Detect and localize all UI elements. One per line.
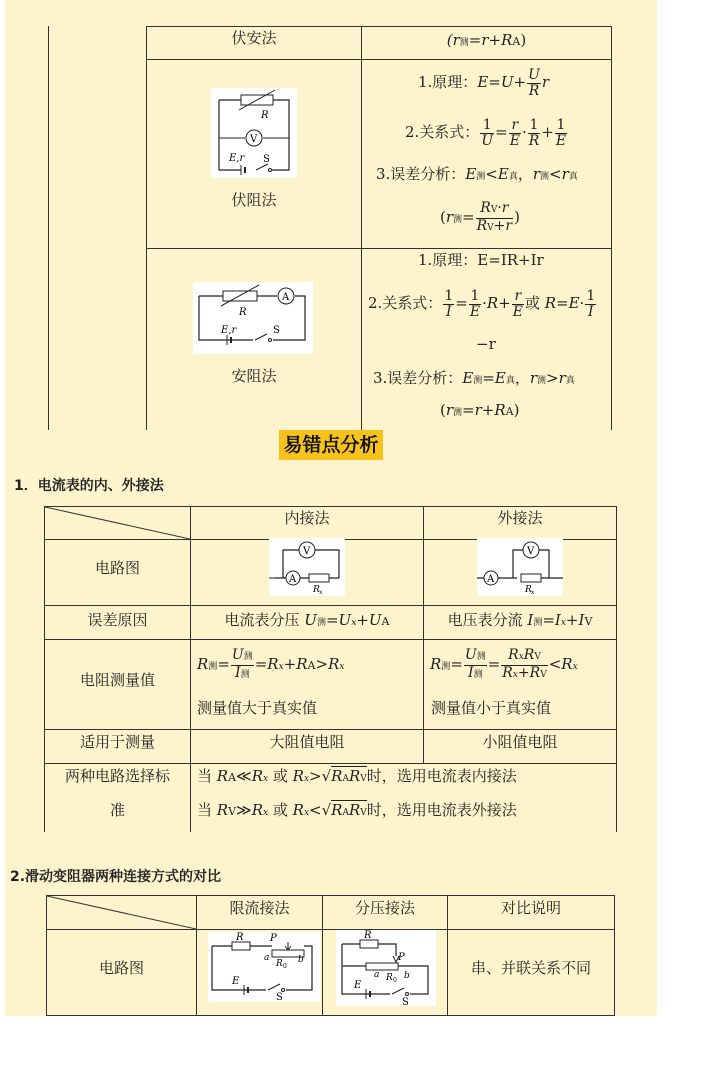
section2-title: 2.滑动变阻器两种连接方式的对比 bbox=[10, 869, 222, 885]
svg-text:x: x bbox=[319, 589, 323, 596]
outer-suitable: 小阻值电阻 bbox=[482, 733, 558, 751]
svg-text:R: R bbox=[525, 585, 532, 595]
cr-principle: 1.原理：E=IR+Ir bbox=[418, 251, 544, 269]
current-resistor-circuit bbox=[193, 282, 313, 354]
voltage-divider-circuit bbox=[336, 930, 436, 1006]
row-label-measured: 电阻测量值 bbox=[79, 671, 155, 689]
header-diagonal bbox=[45, 507, 190, 539]
svg-text:0: 0 bbox=[393, 977, 397, 984]
inner-error-cause: 电流表分压 U测=Ux+UA bbox=[224, 611, 390, 629]
vr-error: 3.误差分析：E测<E真，r测<r真 bbox=[376, 165, 578, 183]
svg-text:E: E bbox=[354, 980, 362, 991]
comparison-note: 串、并联关系不同 bbox=[470, 959, 591, 977]
svg-text:A: A bbox=[487, 574, 495, 585]
inner-connection-circuit bbox=[269, 538, 345, 596]
header-limiting: 限流接法 bbox=[229, 899, 290, 917]
outer-measured-note: 测量值小于真实值 bbox=[431, 699, 552, 717]
inner-suitable: 大阻值电阻 bbox=[269, 733, 345, 751]
svg-text:R: R bbox=[386, 973, 393, 983]
row-label-criteria-1: 两种电路选择标 bbox=[64, 767, 170, 785]
svg-text:R: R bbox=[239, 307, 247, 318]
voltage-resistor-circuit bbox=[211, 88, 297, 178]
method-voltammeter: 伏安法 bbox=[231, 29, 277, 47]
row-label-error: 误差原因 bbox=[87, 611, 148, 629]
header-diagonal-2 bbox=[47, 896, 196, 929]
svg-text:a: a bbox=[374, 970, 380, 980]
criteria-rule-inner: 当 RA≪Rx 或 Rx>√RARV时，选用电流表内接法 bbox=[197, 767, 517, 785]
criteria-rule-outer: 当 RV≫Rx 或 Rx<√RARV时，选用电流表外接法 bbox=[197, 801, 517, 819]
svg-text:a: a bbox=[264, 953, 270, 963]
svg-text:R: R bbox=[313, 585, 320, 595]
svg-text:S: S bbox=[263, 154, 270, 165]
svg-text:0: 0 bbox=[283, 963, 287, 970]
current-limiting-circuit bbox=[208, 932, 320, 1002]
svg-text:R: R bbox=[276, 959, 283, 969]
svg-text:P: P bbox=[270, 933, 277, 944]
row-label-criteria-2: 准 bbox=[109, 801, 125, 819]
svg-text:A: A bbox=[289, 574, 297, 585]
svg-text:E,r: E,r bbox=[229, 153, 245, 164]
voltammeter-detail: (r测=r+RA) bbox=[446, 31, 527, 49]
method-voltage-resistor: 伏阻法 bbox=[231, 191, 277, 209]
svg-text:R: R bbox=[261, 110, 269, 121]
svg-text:b: b bbox=[404, 971, 410, 981]
cr-error: 3.误差分析：E测=E真，r测>r真 bbox=[373, 369, 575, 387]
svg-text:S: S bbox=[276, 992, 283, 1002]
svg-text:S: S bbox=[402, 997, 409, 1006]
cr-relation: 2.关系式： $\frac{1}{I}$ = $\frac{1}{E}$ ·R+ $\frac{r}{E}$ 或 R=E· $\frac{1}{I}$ bbox=[368, 287, 596, 320]
cr-extra: (r测=r+RA) bbox=[440, 401, 520, 419]
svg-text:E: E bbox=[232, 976, 240, 987]
cr-relation-tail: −r bbox=[476, 335, 496, 353]
svg-text:A: A bbox=[282, 292, 290, 303]
row-label-suitable: 适用于测量 bbox=[79, 733, 155, 751]
svg-text:P: P bbox=[398, 952, 405, 963]
inner-measured-formula: R测= $\frac{\text{U测}}{\text{I测}}$ =Rx+RA>Rx bbox=[197, 646, 345, 681]
header-comparison: 对比说明 bbox=[500, 899, 561, 917]
outer-error-cause: 电压表分流 I测=Ix+IV bbox=[447, 611, 593, 629]
vr-relation: 2.关系式： $\frac{1}{U}$ = $\frac{r}{E}$ · $\frac{1}{R}$ + $\frac{1}{E}$ bbox=[405, 116, 567, 149]
row-label-diagram-2: 电路图 bbox=[98, 959, 144, 977]
header-divider: 分压接法 bbox=[354, 899, 415, 917]
header-inner: 内接法 bbox=[284, 509, 330, 527]
vr-principle: 1.原理：E=U+ $\frac{U}{R}$ r bbox=[418, 66, 550, 99]
outer-measured-formula: R测= $\frac{\text{U测}}{\text{I测}}$ = $\frac{\text{RxRV}}{Rx+RV}$ <Rx bbox=[430, 646, 578, 681]
svg-text:V: V bbox=[250, 134, 258, 145]
svg-text:E,r: E,r bbox=[221, 325, 237, 336]
svg-text:S: S bbox=[273, 325, 280, 336]
outer-connection-circuit bbox=[477, 538, 563, 596]
svg-text:R: R bbox=[364, 930, 372, 941]
method-current-resistor: 安阻法 bbox=[231, 367, 277, 385]
row-label-diagram: 电路图 bbox=[94, 559, 140, 577]
svg-text:V: V bbox=[527, 546, 535, 557]
svg-text:b: b bbox=[298, 955, 304, 965]
vr-extra: (r测= $\frac{RV\cdot r}{RV+r}$ ) bbox=[440, 199, 520, 234]
svg-text:V: V bbox=[303, 546, 311, 557]
svg-text:R: R bbox=[236, 932, 244, 943]
header-outer: 外接法 bbox=[497, 509, 543, 527]
section-heading: 易错点分析 bbox=[279, 430, 383, 460]
inner-measured-note: 测量值大于真实值 bbox=[197, 699, 318, 717]
section1-title: 1．电流表的内、外接法 bbox=[14, 478, 164, 494]
svg-text:x: x bbox=[531, 589, 535, 596]
